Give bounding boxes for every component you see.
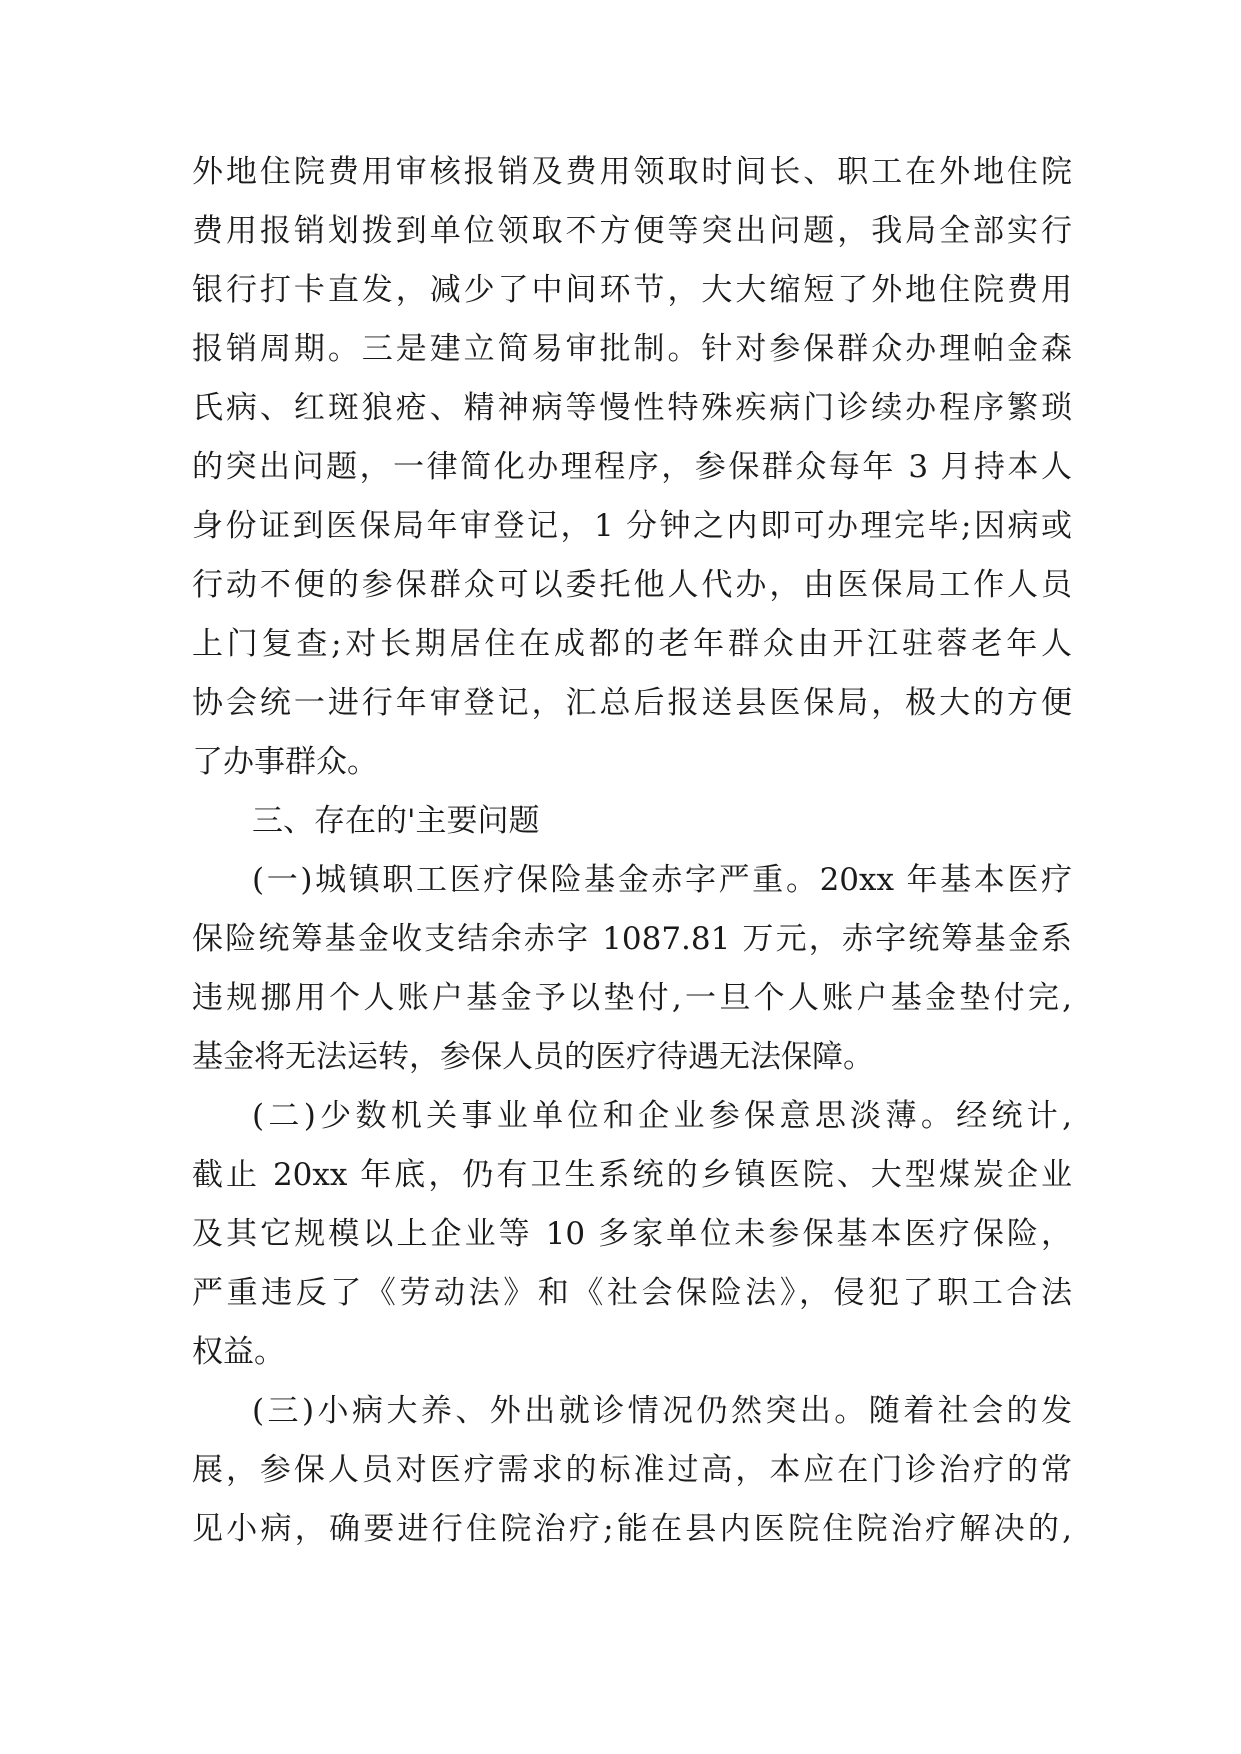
body-text-line: (一)城镇职工医疗保险基金赤字严重。20xx 年基本医疗	[252, 862, 1072, 898]
body-text-line: (三)小病大养、外出就诊情况仍然突出。随着社会的发	[252, 1393, 1072, 1429]
body-text-line: 违规挪用个人账户基金予以垫付,一旦个人账户基金垫付完,	[192, 980, 1072, 1016]
body-text-line: (二)少数机关事业单位和企业参保意思淡薄。经统计,	[252, 1098, 1072, 1134]
body-text-line: 及其它规模以上企业等 10 多家单位未参保基本医疗保险，	[192, 1216, 1072, 1252]
body-text-line: 保险统筹基金收支结余赤字 1087.81 万元，赤字统筹基金系	[192, 921, 1072, 957]
body-text-line: 了办事群众。	[192, 744, 378, 780]
body-text-line: 氏病、红斑狼疮、精神病等慢性特殊疾病门诊续办程序繁琐	[192, 390, 1072, 426]
body-text-line: 的突出问题，一律简化办理程序，参保群众每年 3 月持本人	[192, 449, 1072, 485]
body-text-line: 严重违反了《劳动法》和《社会保险法》，侵犯了职工合法	[192, 1275, 1072, 1311]
body-text-line: 截止 20xx 年底，仍有卫生系统的乡镇医院、大型煤炭企业	[192, 1157, 1072, 1193]
body-text-line: 费用报销划拨到单位领取不方便等突出问题，我局全部实行	[192, 213, 1072, 249]
body-text-line: 见小病，确要进行住院治疗;能在县内医院住院治疗解决的,	[192, 1511, 1072, 1547]
body-text-line: 报销周期。三是建立简易审批制。针对参保群众办理帕金森	[192, 331, 1072, 367]
body-text-line: 外地住院费用审核报销及费用领取时间长、职工在外地住院	[192, 154, 1072, 190]
body-text-line: 展，参保人员对医疗需求的标准过高，本应在门诊治疗的常	[192, 1452, 1072, 1488]
body-text-line: 上门复查;对长期居住在成都的老年群众由开江驻蓉老年人	[192, 626, 1072, 662]
body-text-line: 身份证到医保局年审登记，1 分钟之内即可办理完毕;因病或	[192, 508, 1072, 544]
body-text-line: 权益。	[192, 1334, 285, 1370]
body-text-line: 行动不便的参保群众可以委托他人代办，由医保局工作人员	[192, 567, 1072, 603]
body-text-line: 协会统一进行年审登记，汇总后报送县医保局，极大的方便	[192, 685, 1072, 721]
body-text-line: 基金将无法运转，参保人员的医疗待遇无法保障。	[192, 1039, 874, 1075]
body-text-line: 银行打卡直发，减少了中间环节，大大缩短了外地住院费用	[192, 272, 1072, 308]
section-heading: 三、存在的'主要问题	[252, 803, 540, 839]
